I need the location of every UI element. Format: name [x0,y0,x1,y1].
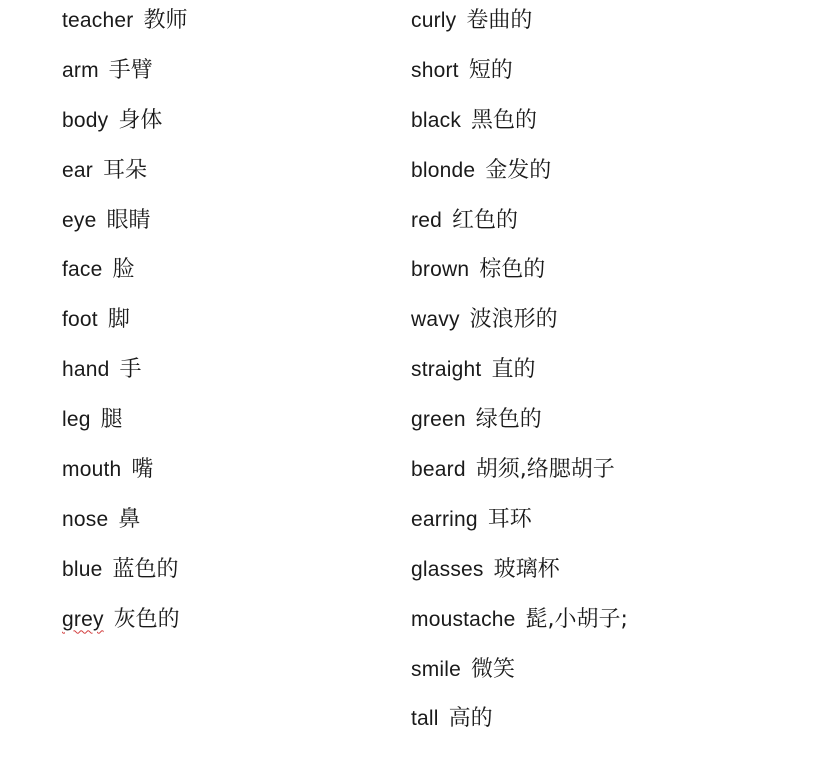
vocab-entry [411,54,628,104]
chinese-meaning: 身体 [118,107,163,133]
english-word: blue [62,557,103,581]
chinese-meaning: 手臂 [108,57,153,83]
english-word: earring [411,507,478,531]
vocab-entry [411,653,628,703]
vocab-entry [411,253,628,303]
vocab-entry [411,353,628,403]
english-word: green [411,408,466,432]
vocab-entry [411,104,628,154]
english-word: moustache [411,607,516,631]
chinese-meaning: 耳朵 [102,157,147,183]
english-word: glasses [411,557,484,581]
vocab-entry [411,553,628,603]
chinese-meaning: 灰色的 [113,606,180,632]
english-word: leg [62,408,91,432]
vocab-entry [411,503,628,553]
english-word: red [411,208,442,232]
chinese-meaning: 卷曲的 [466,8,533,33]
vocab-entry [62,503,187,553]
english-word: blonde [411,158,476,182]
vocab-column-left [62,4,187,653]
vocab-entry [62,453,187,503]
english-word: curly [411,9,457,32]
chinese-meaning: 手 [119,357,142,383]
chinese-meaning: 教师 [143,8,188,33]
chinese-meaning: 短的 [468,57,513,83]
chinese-meaning: 玻璃杯 [493,556,560,582]
chinese-meaning: 鼻 [118,506,141,532]
vocab-entry [411,403,628,453]
vocab-entry [62,204,187,254]
english-word: body [62,108,109,132]
chinese-meaning: 耳环 [487,506,532,532]
chinese-meaning: 微笑 [471,656,516,682]
english-word: brown [411,258,470,282]
chinese-meaning: 腿 [100,407,123,433]
english-word: hand [62,358,110,382]
english-word: foot [62,308,98,332]
chinese-meaning: 脚 [107,307,130,333]
chinese-meaning: 眼睛 [106,207,151,233]
chinese-meaning: 棕色的 [479,257,546,283]
vocab-entry [62,104,187,154]
chinese-meaning: 髭,小胡子; [525,606,628,632]
english-word: tall [411,707,439,731]
english-word: ear [62,158,93,182]
vocab-entry [62,253,187,303]
vocab-column-right [411,4,628,752]
chinese-meaning: 黑色的 [471,107,538,133]
chinese-meaning: 直的 [491,357,536,383]
vocab-entry [62,603,187,653]
english-word: short [411,58,459,82]
chinese-meaning: 蓝色的 [112,556,179,582]
vocab-entry [62,154,187,204]
vocab-entry [62,403,187,453]
vocab-entry [62,4,187,54]
vocab-entry [411,154,628,204]
english-word: face [62,258,103,282]
vocab-entry [411,303,628,353]
chinese-meaning: 波浪形的 [469,307,558,333]
vocab-entry [411,453,628,503]
vocab-entry [62,353,187,403]
english-word: arm [62,58,99,82]
chinese-meaning: 绿色的 [475,407,542,433]
english-word: nose [62,507,109,531]
english-word: smile [411,657,462,681]
chinese-meaning: 脸 [112,257,135,283]
vocab-entry [62,303,187,353]
english-word: black [411,108,462,132]
english-word: straight [411,358,482,382]
chinese-meaning: 高的 [448,706,493,732]
chinese-meaning: 红色的 [451,207,518,233]
chinese-meaning: 嘴 [131,457,154,483]
english-word: eye [62,208,97,232]
vocab-entry [62,553,187,603]
english-word: mouth [62,458,122,482]
chinese-meaning: 金发的 [485,157,552,183]
vocab-entry [62,54,187,104]
english-word-spellcheck-flagged: grey [62,607,104,631]
vocab-entry [411,603,628,653]
english-word: beard [411,458,466,482]
vocab-entry [411,4,628,54]
chinese-meaning: 胡须,络腮胡子 [475,457,615,483]
vocab-entry [411,204,628,254]
english-word: teacher [62,9,134,32]
english-word: wavy [411,308,460,332]
vocab-entry [411,702,628,752]
